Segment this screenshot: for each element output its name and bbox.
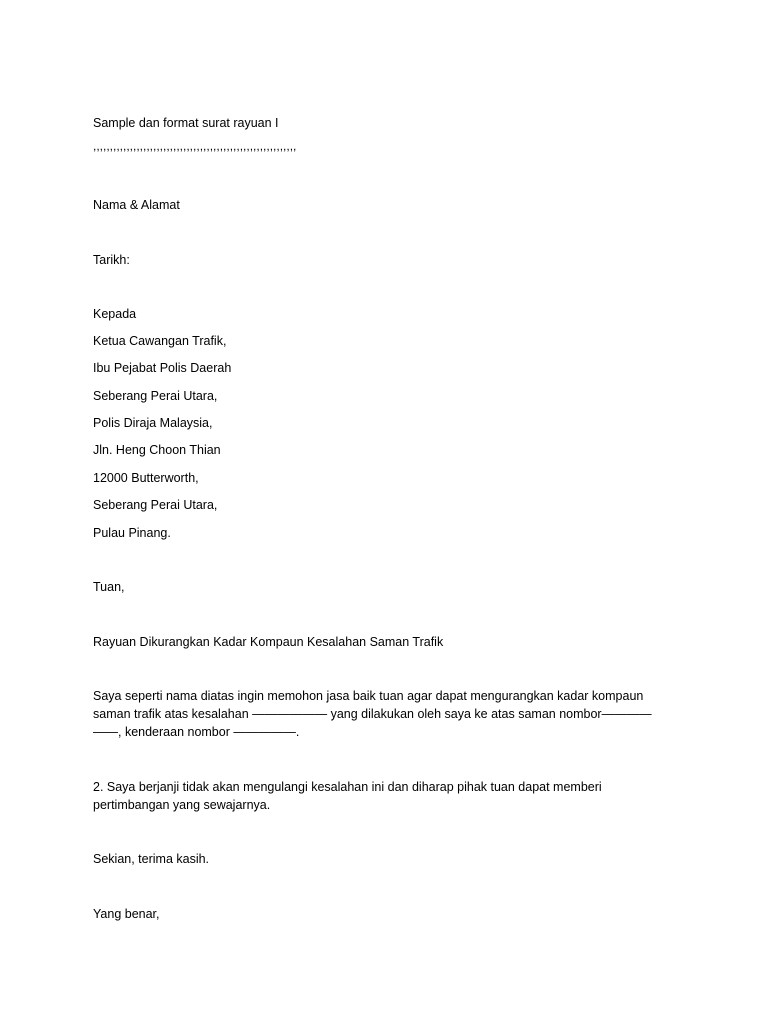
recipient-line: Polis Diraja Malaysia, xyxy=(93,416,213,430)
closing-line: Sekian, terima kasih. xyxy=(93,852,210,866)
sender-name-address: Nama & Alamat xyxy=(93,198,180,212)
recipient-line: Pulau Pinang. xyxy=(93,526,171,540)
document-title: Sample dan format surat rayuan I xyxy=(93,116,279,130)
date-label: Tarikh: xyxy=(93,253,130,267)
recipient-line: 12000 Butterworth, xyxy=(93,471,199,485)
paragraph-line: 2. Saya berjanji tidak akan mengulangi kesalahan ini dan diharap pihak tuan dapat memberi xyxy=(93,780,602,794)
paragraph-line: pertimbangan yang sewajarnya. xyxy=(93,798,271,812)
recipient-line: Kepada xyxy=(93,307,137,321)
recipient-line: Seberang Perai Utara, xyxy=(93,389,218,403)
letter-subject: Rayuan Dikurangkan Kadar Kompaun Kesalahan Saman Trafik xyxy=(93,635,444,649)
recipient-line: Ibu Pejabat Polis Daerah xyxy=(93,361,232,375)
recipient-line: Seberang Perai Utara, xyxy=(93,498,218,512)
paragraph-line: saman trafik atas kesalahan ―――――― yang dilakukan oleh saya ke atas saman nombor―――― xyxy=(93,707,652,721)
paragraph-line: ――, kenderaan nombor ―――――. xyxy=(93,725,300,739)
sign-off: Yang benar, xyxy=(93,907,160,921)
quote-mark-divider: ,,,,,,,,,,,,,,,,,,,,,,,,,,,,,,,,,,,,,,,,,,,,,,,,,,,,,,,,,,,,, xyxy=(93,139,297,153)
recipient-line: Jln. Heng Choon Thian xyxy=(93,443,221,457)
recipient-line: Ketua Cawangan Trafik, xyxy=(93,334,227,348)
paragraph-line: Saya seperti nama diatas ingin memohon jasa baik tuan agar dapat mengurangkan kadar kompaun xyxy=(93,689,644,703)
salutation: Tuan, xyxy=(93,580,125,594)
